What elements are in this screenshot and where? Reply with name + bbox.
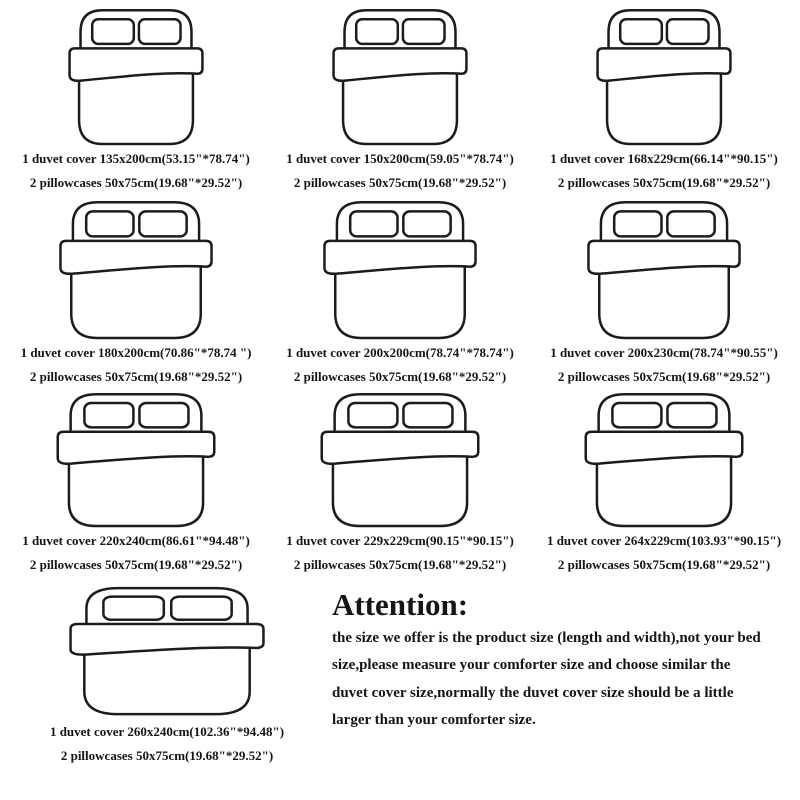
attention-body <box>332 625 794 734</box>
duvet-size-label: 1 duvet cover 229x229cm(90.15"*90.15") <box>286 533 514 548</box>
size-option <box>268 200 532 392</box>
pillow-right-icon <box>139 403 188 427</box>
pillow-left-icon <box>620 19 662 44</box>
pillowcase-size-label: 2 pillowcases 50x75cm(19.68"*29.52") <box>29 557 243 572</box>
attention-heading: Attention: <box>332 587 469 622</box>
duvet-size-label: 1 duvet cover 135x200cm(53.15"*78.74") <box>22 151 250 166</box>
pillow-right-icon <box>139 19 181 44</box>
pillowcase-size-label: 2 pillowcases 50x75cm(19.68"*29.52") <box>29 369 243 384</box>
pillowcase-size-label: 2 pillowcases 50x75cm(19.68"*29.52") <box>293 557 507 572</box>
attention-line: duvet cover size,normally the duvet cover size should be a little <box>332 684 734 701</box>
bed-diagram <box>581 200 747 341</box>
attention-line: size,please measure your comforter size and choose similar the <box>332 657 731 674</box>
duvet-size-label: 1 duvet cover 168x229cm(66.14"*90.15") <box>550 151 778 166</box>
pillow-left-icon <box>350 211 397 236</box>
pillowcase-size-label: 2 pillowcases 50x75cm(19.68"*29.52") <box>293 175 507 190</box>
pillow-left-icon <box>84 403 133 427</box>
size-option <box>268 8 532 200</box>
pillowcase-size-label: 2 pillowcases 50x75cm(19.68"*29.52") <box>293 369 507 384</box>
pillow-left-icon <box>612 403 661 427</box>
pillow-left-icon <box>103 597 163 620</box>
bed-diagram <box>314 392 486 529</box>
bed-diagram <box>53 200 219 341</box>
bed-diagram <box>50 392 222 529</box>
pillow-right-icon <box>403 211 450 236</box>
size-option <box>4 8 268 200</box>
size-option <box>2 584 332 762</box>
size-option <box>532 392 796 584</box>
duvet-size-label: 1 duvet cover 200x200cm(78.74"*78.74") <box>286 345 514 360</box>
duvet-size-label: 1 duvet cover 264x229cm(103.93"*90.15") <box>546 533 782 548</box>
duvet-size-label: 1 duvet cover 150x200cm(59.05"*78.74") <box>286 151 514 166</box>
pillowcase-size-label: 2 pillowcases 50x75cm(19.68"*29.52") <box>60 748 274 763</box>
pillow-right-icon <box>667 403 716 427</box>
duvet-size-label: 1 duvet cover 220x240cm(86.61"*94.48") <box>22 533 250 548</box>
duvet-size-label: 1 duvet cover 180x200cm(70.86"*78.74 ") <box>20 345 252 360</box>
pillow-right-icon <box>139 211 186 236</box>
size-option <box>4 392 268 584</box>
duvet-size-label: 1 duvet cover 260x240cm(102.36"*94.48") <box>49 724 285 739</box>
pillow-left-icon <box>356 19 398 44</box>
pillow-left-icon <box>86 211 133 236</box>
size-option <box>268 392 532 584</box>
pillow-left-icon <box>348 403 397 427</box>
pillow-right-icon <box>171 597 231 620</box>
attention-line: the size we offer is the product size (length and width),not your bed <box>332 630 761 647</box>
bed-diagram <box>327 8 473 147</box>
bed-diagram <box>591 8 737 147</box>
pillowcase-size-label: 2 pillowcases 50x75cm(19.68"*29.52") <box>29 175 243 190</box>
attention-note <box>332 584 794 734</box>
bed-diagram <box>61 586 273 717</box>
bed-diagram <box>317 200 483 341</box>
pillow-right-icon <box>403 403 452 427</box>
pillow-left-icon <box>92 19 134 44</box>
pillow-right-icon <box>667 19 709 44</box>
bed-diagram <box>578 392 750 529</box>
pillow-left-icon <box>614 211 661 236</box>
pillowcase-size-label: 2 pillowcases 50x75cm(19.68"*29.52") <box>557 369 771 384</box>
pillow-right-icon <box>667 211 714 236</box>
pillowcase-size-label: 2 pillowcases 50x75cm(19.68"*29.52") <box>557 175 771 190</box>
size-option <box>532 8 796 200</box>
duvet-size-label: 1 duvet cover 200x230cm(78.74"*90.55") <box>550 345 778 360</box>
pillow-right-icon <box>403 19 445 44</box>
size-option <box>4 200 268 392</box>
attention-line: larger than your comforter size. <box>332 711 536 728</box>
bottom-row <box>0 584 800 762</box>
wide-bed-slot <box>2 584 332 762</box>
bed-diagram <box>63 8 209 147</box>
size-option <box>532 200 796 392</box>
pillowcase-size-label: 2 pillowcases 50x75cm(19.68"*29.52") <box>557 557 771 572</box>
